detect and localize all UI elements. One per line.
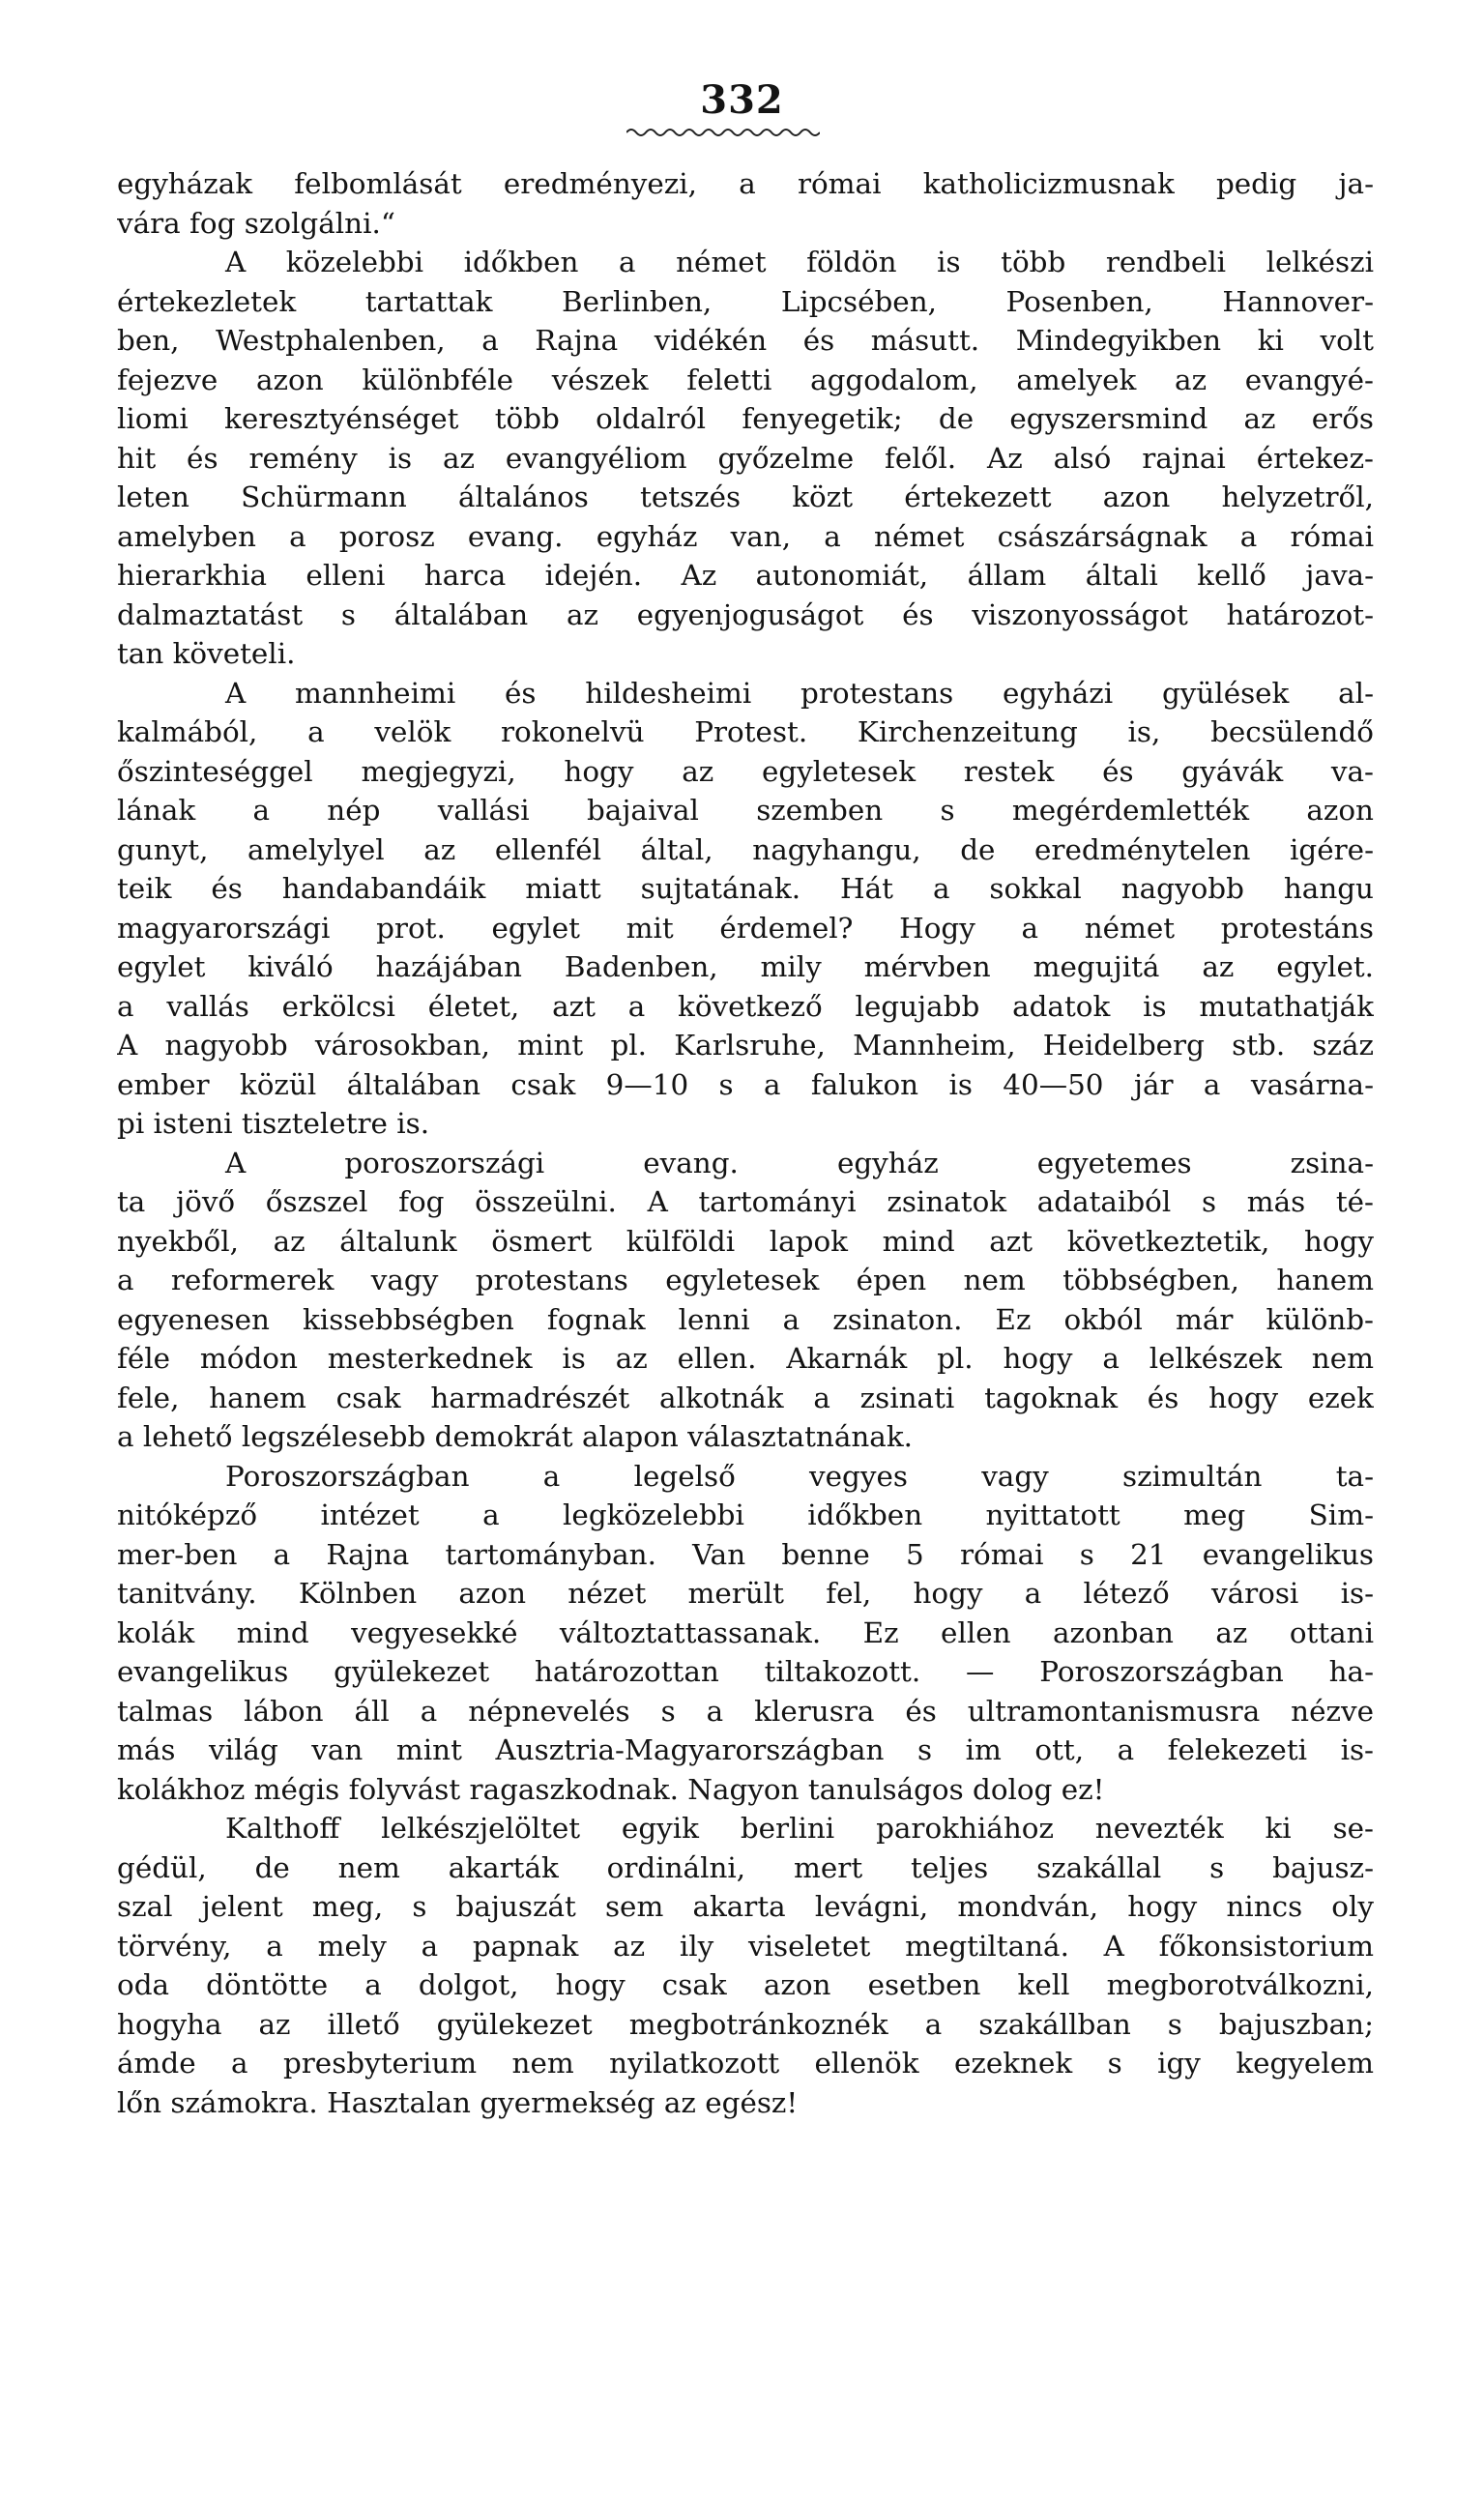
text-line: tanitvány. Kölnben azon nézet merült fel, hogy a létező városi is- xyxy=(117,1577,1374,1610)
text-line: ta jövő őszszel fog összeülni. A tartományi zsinatok adataiból s más té- xyxy=(117,1185,1374,1218)
page-number: 332 xyxy=(700,77,784,123)
text-line: Kalthoff lelkészjelöltet egyik berlini parokhiához nevezték ki se- xyxy=(225,1812,1374,1845)
text-line: mer-ben a Rajna tartományban. Van benne 5 római s 21 evangelikus xyxy=(117,1537,1374,1571)
text-line: ámde a presbyterium nem nyilatkozott ellenök ezeknek s igy kegyelem xyxy=(117,2047,1374,2080)
text-line: tan követeli. xyxy=(117,637,296,670)
body-text xyxy=(117,164,1374,2122)
text-line: oda döntötte a dolgot, hogy csak azon esetben kell megborotválkozni, xyxy=(117,1968,1374,2001)
text-line: A nagyobb városokban, mint pl. Karlsruhe, Mannheim, Heidelberg stb. száz xyxy=(117,1029,1374,1062)
text-line: egyházak felbomlását eredményezi, a római katholicizmusnak pedig ja- xyxy=(117,167,1374,200)
text-line: törvény, a mely a papnak az ily viseletet megtiltaná. A főkonsistorium xyxy=(117,1929,1374,1963)
text-line: fele, hanem csak harmadrészét alkotnák a zsinati tagoknak és hogy ezek xyxy=(117,1381,1374,1414)
text-line: őszinteséggel megjegyzi, hogy az egyletesek restek és gyávák va- xyxy=(117,754,1374,788)
text-line: hit és remény is az evangyéliom győzelme felől. Az alsó rajnai értekez- xyxy=(117,441,1374,475)
text-line: hogyha az illető gyülekezet megbotránkoznék a szakállban s bajuszban; xyxy=(117,2007,1374,2041)
text-line: gunyt, amelylyel az ellenfél által, nagyhangu, de eredménytelen igére- xyxy=(117,832,1374,866)
text-line: egylet kiváló hazájában Badenben, mily mérvben megujitá az egylet. xyxy=(117,950,1374,983)
text-line: vára fog szolgálni.“ xyxy=(117,206,395,240)
text-line: dalmaztatást s általában az egyenjoguságot és viszonyosságot határozot- xyxy=(117,597,1374,631)
text-line: liomi keresztyénséget több oldalról fenyegetik; de egyszersmind az erős xyxy=(117,402,1374,435)
text-line: kolákhoz mégis folyvást ragaszkodnak. Nagyon tanulságos dolog ez! xyxy=(117,1772,1105,1806)
text-line: hierarkhia elleni harca idején. Az autonomiát, állam általi kellő java- xyxy=(117,559,1374,592)
text-line: pi isteni tiszteletre is. xyxy=(117,1107,430,1140)
text-line: A közelebbi időkben a német földön is több rendbeli lelkészi xyxy=(225,246,1374,278)
text-line: a lehető legszélesebb demokrát alapon választatnának. xyxy=(117,1420,913,1453)
text-line: a reformerek vagy protestans egyletesek épen nem többségben, hanem xyxy=(117,1264,1374,1296)
text-line: lának a nép vallási bajaival szemben s megérdemlették azon xyxy=(117,794,1374,827)
text-line: magyarországi prot. egylet mit érdemel? Hogy a német protestáns xyxy=(117,911,1374,945)
text-line: leten Schürmann általános tetszés közt értekezett azon helyzetről, xyxy=(117,480,1374,513)
text-line: gédül, de nem akarták ordinálni, mert teljes szakállal s bajusz- xyxy=(117,1850,1374,1884)
text-line: féle módon mesterkednek is az ellen. Akarnák pl. hogy a lelkészek nem xyxy=(117,1342,1374,1375)
text-line: kalmából, a velök rokonelvü Protest. Kirchenzeitung is, becsülendő xyxy=(117,715,1374,748)
wavy-ornament-icon xyxy=(626,126,820,139)
text-line: talmas lábon áll a népnevelés s a klerusra és ultramontanismusra nézve xyxy=(117,1694,1374,1728)
text-line: más világ van mint Ausztria-Magyarországban s im ott, a felekezeti is- xyxy=(117,1733,1374,1766)
text-line: a vallás erkölcsi életet, azt a következő legujabb adatok is mutathatják xyxy=(117,989,1374,1023)
text-line: ben, Westphalenben, a Rajna vidékén és másutt. Mindegyikben ki volt xyxy=(117,324,1374,357)
text-line: ember közül általában csak 9—10 s a falukon is 40—50 jár a vasárna- xyxy=(117,1067,1374,1101)
text-line: szal jelent meg, s bajuszát sem akarta levágni, mondván, hogy nincs oly xyxy=(117,1890,1374,1923)
text-line: teik és handabandáik miatt sujtatának. Hát a sokkal nagyobb hangu xyxy=(117,872,1374,905)
text-line: nyekből, az általunk ösmert külföldi lapok mind azt következtetik, hogy xyxy=(117,1224,1374,1258)
text-line: nitóképző intézet a legközelebbi időkben nyittatott meg Sim- xyxy=(117,1498,1374,1531)
text-line: kolák mind vegyesekké változtattassanak. Ez ellen azonban az ottani xyxy=(117,1615,1374,1649)
text-line: egyenesen kissebbségben fognak lenni a zsinaton. Ez okból már különb- xyxy=(117,1302,1374,1336)
text-line: A poroszországi evang. egyház egyetemes zsina- xyxy=(225,1146,1374,1179)
text-line: lőn számokra. Hasztalan gyermekség az egész! xyxy=(117,2085,799,2119)
text-line: A mannheimi és hildesheimi protestans egyházi gyülések al- xyxy=(225,676,1374,710)
text-line: fejezve azon különbféle vészek feletti aggodalom, amelyek az evangyé- xyxy=(117,363,1374,396)
text-line: amelyben a porosz evang. egyház van, a német császárságnak a római xyxy=(117,519,1374,553)
text-line: értekezletek tartattak Berlinben, Lipcsében, Posenben, Hannover- xyxy=(117,284,1374,318)
text-line: evangelikus gyülekezet határozottan tiltakozott. — Poroszországban ha- xyxy=(117,1655,1374,1688)
text-line: Poroszországban a legelső vegyes vagy szimultán ta- xyxy=(225,1459,1374,1493)
